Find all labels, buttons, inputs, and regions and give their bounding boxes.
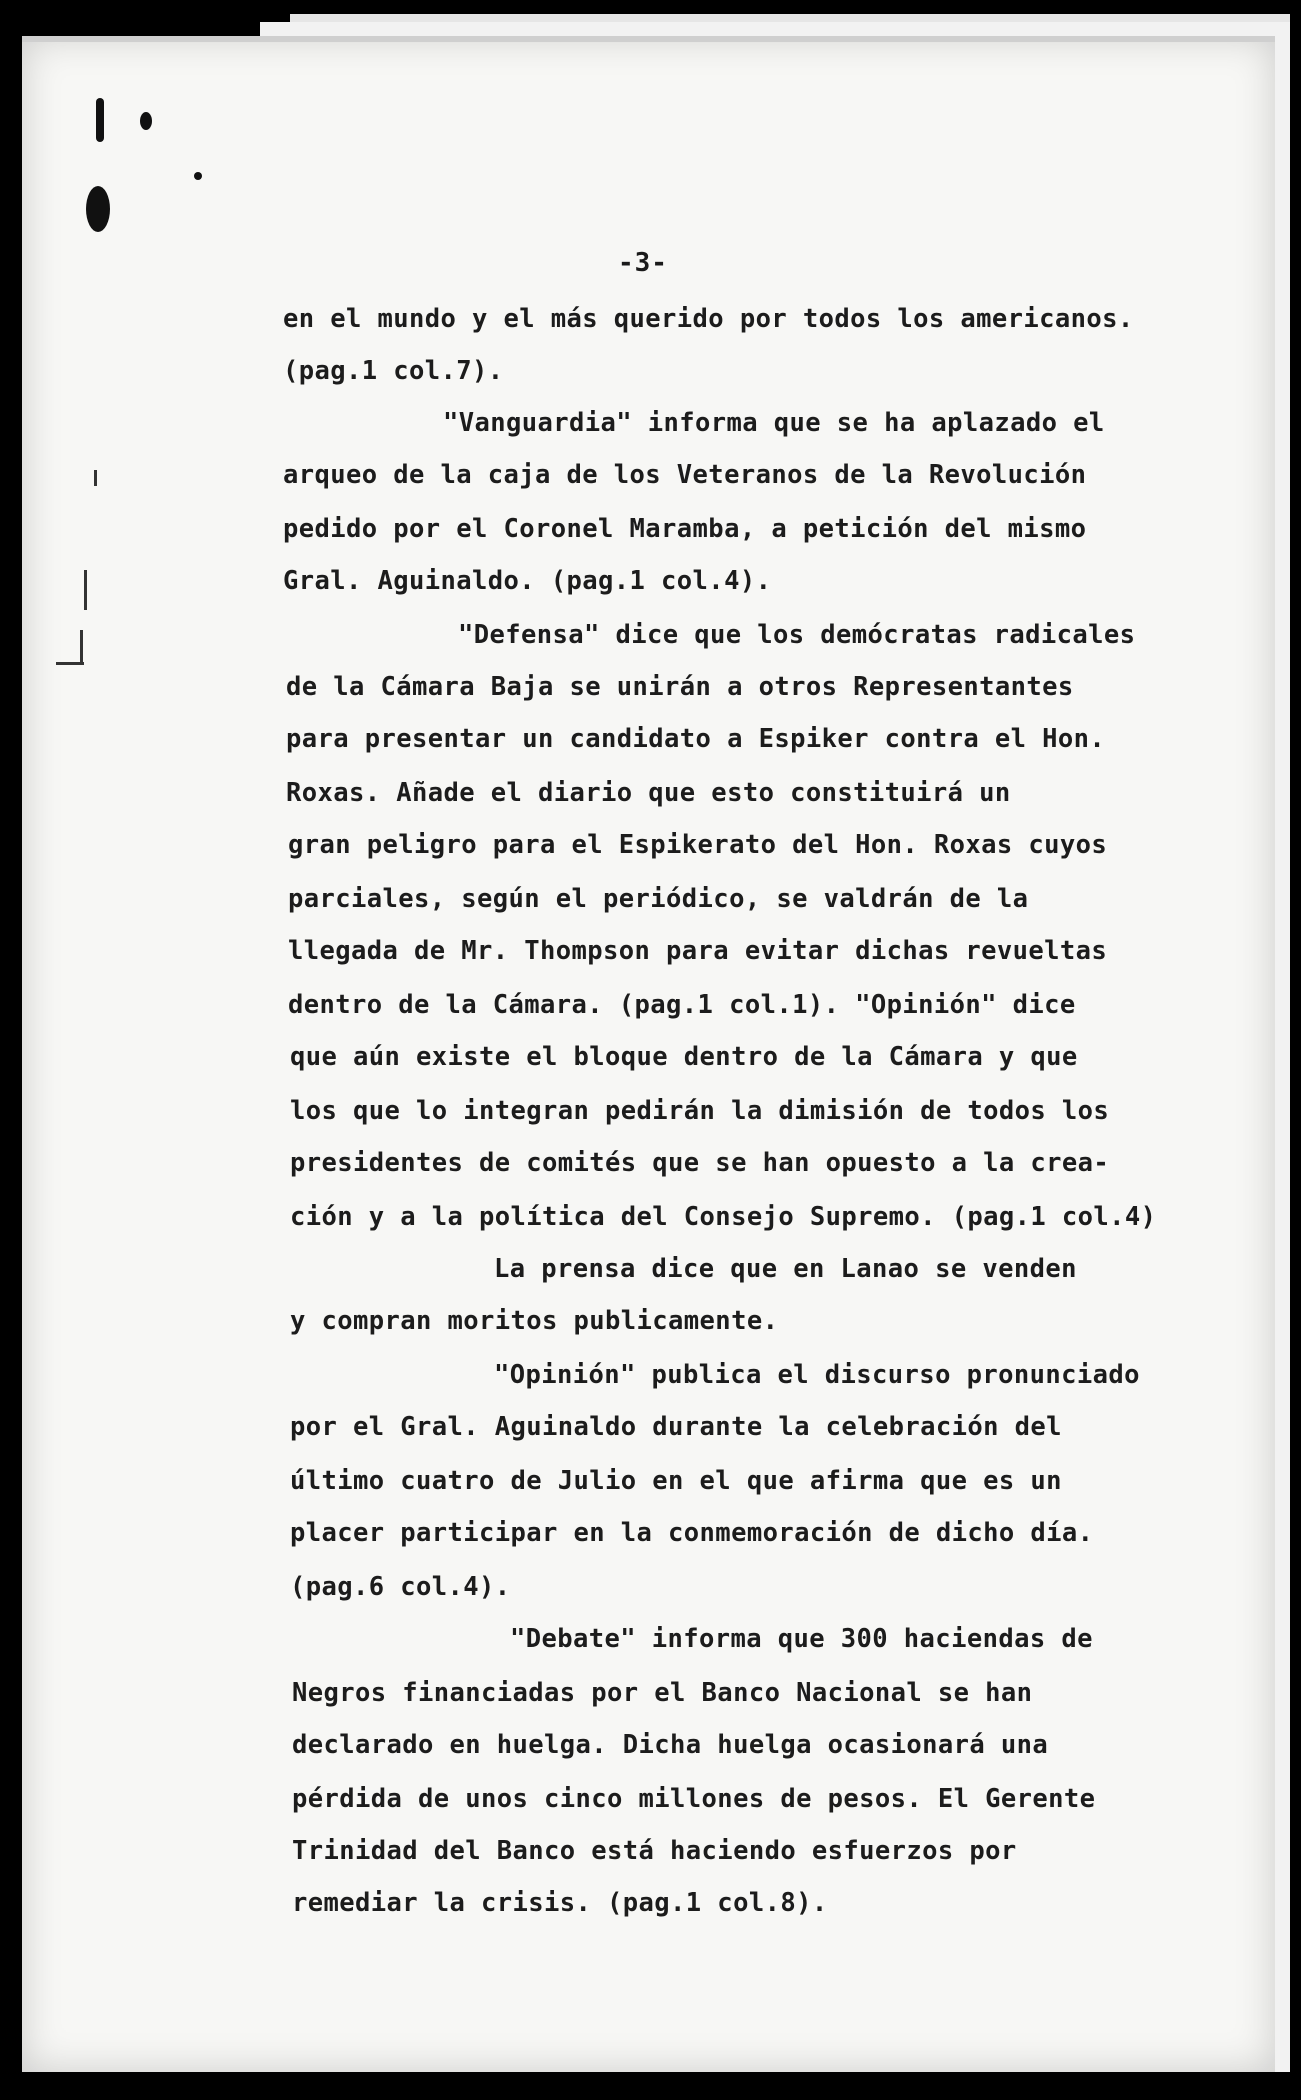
ink-blot xyxy=(86,186,110,232)
text-line: dentro de la Cámara. (pag.1 col.1). "Opinión" dice xyxy=(288,990,1076,1020)
text-line: pedido por el Coronel Maramba, a petición del mismo xyxy=(283,514,1087,544)
page-top-edge xyxy=(22,36,1275,42)
margin-mark xyxy=(84,570,87,610)
text-line: pérdida de unos cinco millones de pesos. El Gerente xyxy=(292,1784,1096,1814)
text-line: gran peligro para el Espikerato del Hon. Roxas cuyos xyxy=(288,830,1108,860)
text-line: "Debate" informa que 300 haciendas de xyxy=(510,1624,1093,1654)
margin-mark xyxy=(94,470,97,486)
text-line: (pag.6 col.4). xyxy=(290,1572,511,1602)
text-line: declarado en huelga. Dicha huelga ocasionará una xyxy=(292,1730,1049,1760)
ink-blot xyxy=(96,98,104,142)
text-line: que aún existe el bloque dentro de la Cámara y que xyxy=(290,1042,1078,1072)
text-line: por el Gral. Aguinaldo durante la celebración del xyxy=(290,1412,1062,1442)
text-line: llegada de Mr. Thompson para evitar dichas revueltas xyxy=(288,936,1108,966)
text-line: remediar la crisis. (pag.1 col.8). xyxy=(292,1888,828,1918)
text-line: para presentar un candidato a Espiker contra el Hon. xyxy=(286,724,1106,754)
margin-mark xyxy=(80,630,83,664)
text-line: y compran moritos publicamente. xyxy=(290,1306,779,1336)
text-line: presidentes de comités que se han opuesto a la crea- xyxy=(290,1148,1110,1178)
text-line: de la Cámara Baja se unirán a otros Representantes xyxy=(286,672,1074,702)
text-line: Trinidad del Banco está haciendo esfuerzos por xyxy=(292,1836,1017,1866)
text-line: último cuatro de Julio en el que afirma que es un xyxy=(290,1466,1062,1496)
text-line: parciales, según el periódico, se valdrán de la xyxy=(288,884,1029,914)
text-line: Roxas. Añade el diario que esto constituirá un xyxy=(286,778,1011,808)
text-line: en el mundo y el más querido por todos los americanos. xyxy=(283,304,1134,334)
text-line: "Opinión" publica el discurso pronunciado xyxy=(494,1360,1140,1390)
text-line: placer participar en la conmemoración de dicho día. xyxy=(290,1518,1094,1548)
ink-blot xyxy=(140,112,152,130)
text-line: (pag.1 col.7). xyxy=(283,356,504,386)
text-line: "Defensa" dice que los demócratas radicales xyxy=(458,620,1136,650)
ink-blot xyxy=(194,172,202,180)
text-line: ción y a la política del Consejo Supremo. (pag.1 col.4) xyxy=(290,1202,1157,1232)
text-line: Gral. Aguinaldo. (pag.1 col.4). xyxy=(283,566,772,596)
text-line: Negros financiadas por el Banco Nacional se han xyxy=(292,1678,1033,1708)
page-number: -3- xyxy=(618,248,668,278)
text-line: "Vanguardia" informa que se ha aplazado el xyxy=(443,408,1105,438)
text-line: los que lo integran pedirán la dimisión de todos los xyxy=(290,1096,1110,1126)
text-line: La prensa dice que en Lanao se venden xyxy=(494,1254,1077,1284)
text-line: arqueo de la caja de los Veteranos de la Revolución xyxy=(283,460,1087,490)
